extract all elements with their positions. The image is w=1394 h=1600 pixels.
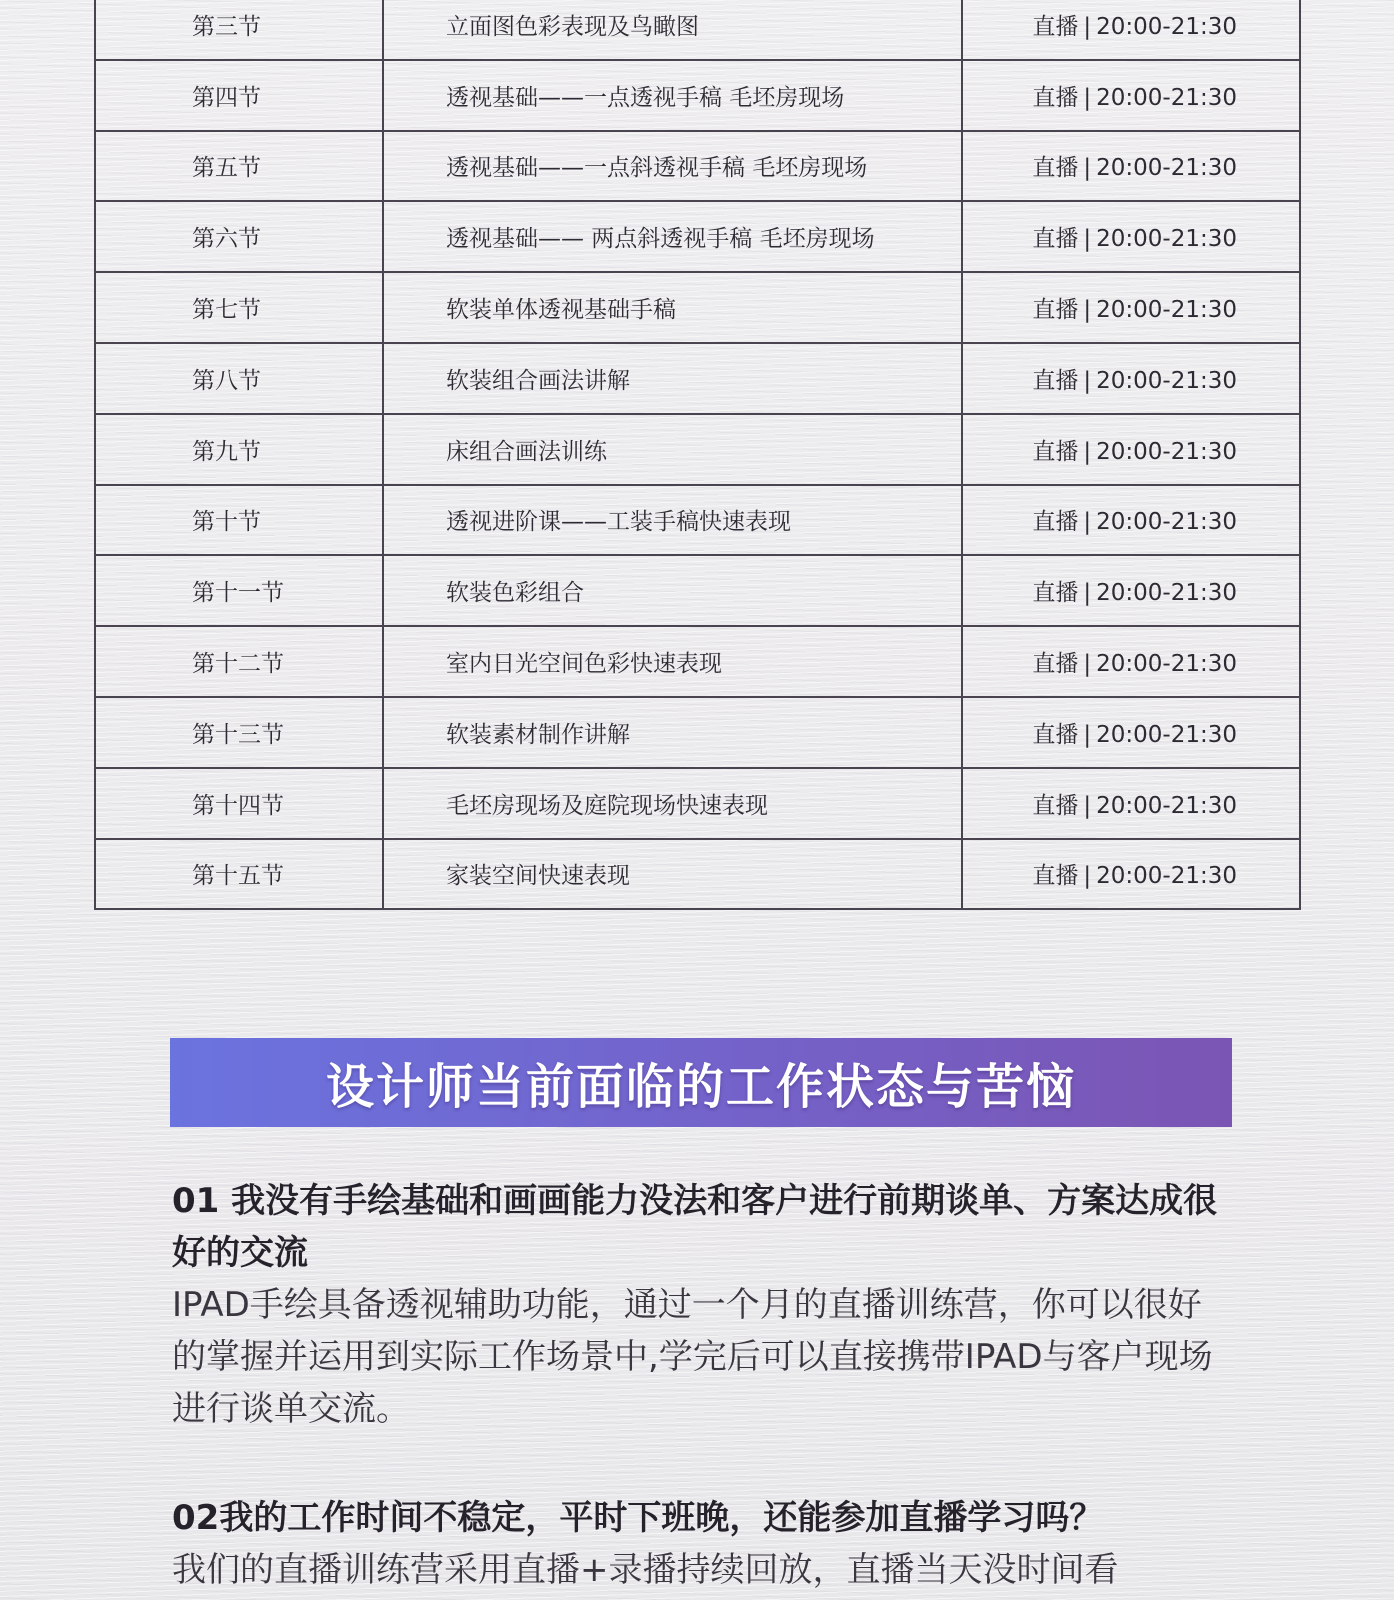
schedule-row <box>95 343 1300 414</box>
lesson-topic-cell: 透视基础——一点透视手稿 毛坯房现场 <box>383 60 962 131</box>
schedule-row <box>95 0 1300 60</box>
lesson-topic-cell: 透视基础—— 两点斜透视手稿 毛坯房现场 <box>383 201 962 272</box>
lesson-mode: 直播 <box>1032 721 1079 748</box>
lesson-number-cell: 第四节 <box>95 60 383 131</box>
lesson-number-cell: 第三节 <box>95 0 383 60</box>
lesson-time-cell <box>962 60 1300 131</box>
lesson-mode: 直播 <box>1032 580 1079 607</box>
lesson-time: 20:00-21:30 <box>1096 651 1237 678</box>
lesson-time: 20:00-21:30 <box>1096 84 1237 111</box>
lesson-mode: 直播 <box>1032 226 1079 253</box>
lesson-number-cell: 第十一节 <box>95 555 383 626</box>
schedule-row <box>95 697 1300 768</box>
lesson-topic-cell: 立面图色彩表现及鸟瞰图 <box>383 0 962 60</box>
lesson-topic-cell: 床组合画法训练 <box>383 414 962 485</box>
lesson-time: 20:00-21:30 <box>1096 13 1237 40</box>
lesson-time: 20:00-21:30 <box>1096 580 1237 607</box>
mode-time-separator: | <box>1083 226 1092 253</box>
mode-time-separator: | <box>1083 580 1092 607</box>
lesson-mode: 直播 <box>1032 84 1079 111</box>
lesson-number-cell: 第八节 <box>95 343 383 414</box>
lesson-time-cell <box>962 768 1300 839</box>
mode-time-separator: | <box>1083 297 1092 324</box>
schedule-row <box>95 839 1300 910</box>
lesson-time: 20:00-21:30 <box>1096 226 1237 253</box>
lesson-time-cell <box>962 697 1300 768</box>
lesson-number-cell: 第十二节 <box>95 626 383 697</box>
mode-time-separator: | <box>1083 509 1092 536</box>
lesson-number-cell: 第十四节 <box>95 768 383 839</box>
schedule-row <box>95 485 1300 556</box>
lesson-mode: 直播 <box>1032 651 1079 678</box>
lesson-topic-cell: 软装单体透视基础手稿 <box>383 272 962 343</box>
lesson-topic-cell: 室内日光空间色彩快速表现 <box>383 626 962 697</box>
lesson-time: 20:00-21:30 <box>1096 792 1237 819</box>
schedule-row <box>95 131 1300 202</box>
lesson-time: 20:00-21:30 <box>1096 438 1237 465</box>
lesson-number-cell: 第九节 <box>95 414 383 485</box>
schedule-row <box>95 272 1300 343</box>
lesson-time-cell <box>962 485 1300 556</box>
mode-time-separator: | <box>1083 721 1092 748</box>
lesson-topic-cell: 透视基础——一点斜透视手稿 毛坯房现场 <box>383 131 962 202</box>
mode-time-separator: | <box>1083 13 1092 40</box>
schedule-row <box>95 414 1300 485</box>
lesson-time-cell <box>962 131 1300 202</box>
lesson-time-cell <box>962 555 1300 626</box>
lesson-mode: 直播 <box>1032 509 1079 536</box>
mode-time-separator: | <box>1083 84 1092 111</box>
mode-time-separator: | <box>1083 792 1092 819</box>
lesson-mode: 直播 <box>1032 792 1079 819</box>
mode-time-separator: | <box>1083 367 1092 394</box>
lesson-topic-cell: 软装素材制作讲解 <box>383 697 962 768</box>
lesson-number-cell: 第十五节 <box>95 839 383 910</box>
lesson-time-cell <box>962 0 1300 60</box>
lesson-time: 20:00-21:30 <box>1096 155 1237 182</box>
lesson-time-cell <box>962 201 1300 272</box>
section-banner <box>170 1038 1232 1127</box>
lesson-time-cell <box>962 626 1300 697</box>
lesson-topic-cell: 软装色彩组合 <box>383 555 962 626</box>
lesson-mode: 直播 <box>1032 863 1079 890</box>
lesson-mode: 直播 <box>1032 297 1079 324</box>
lesson-number-cell: 第十节 <box>95 485 383 556</box>
lesson-time: 20:00-21:30 <box>1096 509 1237 536</box>
schedule-row <box>95 555 1300 626</box>
schedule-row <box>95 768 1300 839</box>
lesson-time-cell <box>962 272 1300 343</box>
qa-item-02 <box>172 1492 1234 1596</box>
lesson-topic-cell: 透视进阶课——工装手稿快速表现 <box>383 485 962 556</box>
mode-time-separator: | <box>1083 651 1092 678</box>
lesson-number-cell: 第五节 <box>95 131 383 202</box>
qa-question: 02我的工作时间不稳定，平时下班晚，还能参加直播学习吗？ <box>172 1498 1104 1538</box>
schedule-row <box>95 201 1300 272</box>
qa-question: 01 我没有手绘基础和画画能力没法和客户进行前期谈单、方案达成很好的交流 <box>172 1181 1218 1273</box>
schedule-body <box>95 0 1300 909</box>
mode-time-separator: | <box>1083 438 1092 465</box>
lesson-topic-cell: 软装组合画法讲解 <box>383 343 962 414</box>
lesson-mode: 直播 <box>1032 155 1079 182</box>
lesson-topic-cell: 毛坯房现场及庭院现场快速表现 <box>383 768 962 839</box>
lesson-time-cell <box>962 414 1300 485</box>
lesson-time: 20:00-21:30 <box>1096 297 1237 324</box>
qa-answer: 我们的直播训练营采用直播+录播持续回放，直播当天没时间看 <box>172 1550 1119 1590</box>
schedule-row <box>95 60 1300 131</box>
lesson-time: 20:00-21:30 <box>1096 367 1237 394</box>
lesson-mode: 直播 <box>1032 13 1079 40</box>
lesson-topic-cell: 家装空间快速表现 <box>383 839 962 910</box>
lesson-time-cell <box>962 839 1300 910</box>
lesson-number-cell: 第七节 <box>95 272 383 343</box>
lesson-number-cell: 第六节 <box>95 201 383 272</box>
qa-item-01 <box>172 1175 1234 1435</box>
lesson-time-cell <box>962 343 1300 414</box>
course-schedule-table <box>94 0 1301 910</box>
qa-answer: IPAD手绘具备透视辅助功能，通过一个月的直播训练营，你可以很好的掌握并运用到实际工作场景中,学完后可以直接携带IPAD与客户现场进行谈单交流。 <box>172 1285 1213 1429</box>
lesson-number-cell: 第十三节 <box>95 697 383 768</box>
mode-time-separator: | <box>1083 863 1092 890</box>
lesson-mode: 直播 <box>1032 438 1079 465</box>
mode-time-separator: | <box>1083 155 1092 182</box>
lesson-time: 20:00-21:30 <box>1096 721 1237 748</box>
lesson-time: 20:00-21:30 <box>1096 863 1237 890</box>
section-title: 设计师当前面临的工作状态与苦恼 <box>325 1059 1076 1115</box>
lesson-mode: 直播 <box>1032 367 1079 394</box>
schedule-row <box>95 626 1300 697</box>
